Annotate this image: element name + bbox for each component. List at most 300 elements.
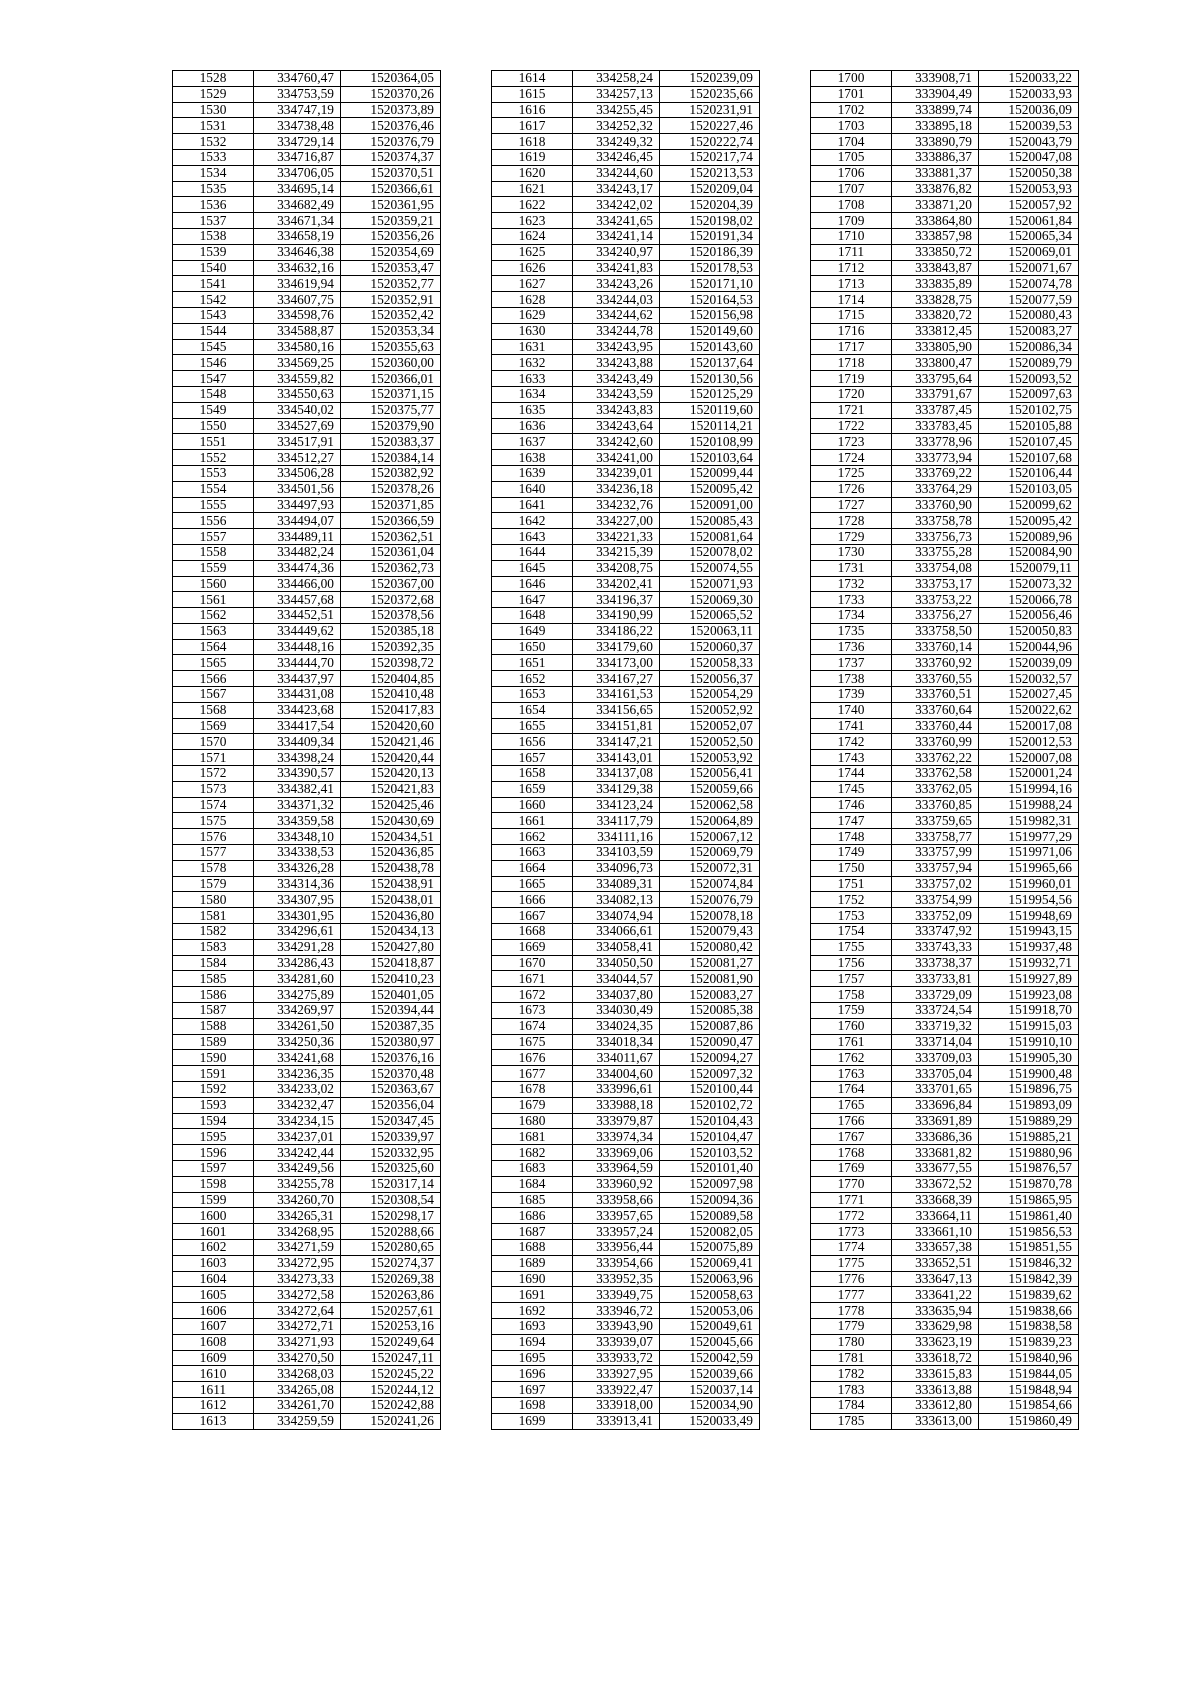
x-coordinate-cell: 334129,38 [573, 781, 660, 797]
y-coordinate-cell: 1520387,35 [341, 1018, 441, 1034]
x-coordinate-cell: 334117,79 [573, 813, 660, 829]
y-coordinate-cell: 1520325,60 [341, 1160, 441, 1176]
table-row [492, 971, 760, 987]
y-coordinate-cell: 1519885,21 [979, 1129, 1079, 1145]
point-number-cell: 1775 [811, 1255, 892, 1271]
point-number-cell: 1547 [173, 371, 254, 387]
y-coordinate-cell: 1520067,12 [660, 829, 760, 845]
y-coordinate-cell: 1520355,63 [341, 339, 441, 355]
y-coordinate-cell: 1520053,06 [660, 1303, 760, 1319]
point-number-cell: 1550 [173, 418, 254, 434]
table-row [811, 829, 1079, 845]
x-coordinate-cell: 334151,81 [573, 718, 660, 734]
point-number-cell: 1714 [811, 292, 892, 308]
table-row [811, 213, 1079, 229]
point-number-cell: 1724 [811, 450, 892, 466]
y-coordinate-cell: 1520353,34 [341, 323, 441, 339]
x-coordinate-cell: 334236,18 [573, 481, 660, 497]
x-coordinate-cell: 334275,89 [254, 987, 341, 1003]
point-number-cell: 1581 [173, 908, 254, 924]
y-coordinate-cell: 1520143,60 [660, 339, 760, 355]
point-number-cell: 1661 [492, 813, 573, 829]
table-row [173, 71, 441, 87]
y-coordinate-cell: 1520104,47 [660, 1129, 760, 1145]
table-row [811, 339, 1079, 355]
table-row [811, 1208, 1079, 1224]
x-coordinate-cell: 334240,97 [573, 244, 660, 260]
y-coordinate-cell: 1520033,22 [979, 71, 1079, 87]
y-coordinate-cell: 1520245,22 [341, 1366, 441, 1382]
point-number-cell: 1610 [173, 1366, 254, 1382]
x-coordinate-cell: 333641,22 [892, 1287, 979, 1303]
x-coordinate-cell: 334444,70 [254, 655, 341, 671]
point-number-cell: 1759 [811, 1003, 892, 1019]
y-coordinate-cell: 1520058,33 [660, 655, 760, 671]
table-row [492, 1287, 760, 1303]
x-coordinate-cell: 334156,65 [573, 702, 660, 718]
y-coordinate-cell: 1519839,23 [979, 1334, 1079, 1350]
x-coordinate-cell: 334111,16 [573, 829, 660, 845]
point-number-cell: 1656 [492, 734, 573, 750]
y-coordinate-cell: 1520361,04 [341, 544, 441, 560]
x-coordinate-cell: 334239,01 [573, 465, 660, 481]
x-coordinate-cell: 333939,07 [573, 1334, 660, 1350]
point-number-cell: 1778 [811, 1303, 892, 1319]
point-number-cell: 1711 [811, 244, 892, 260]
table-row [173, 213, 441, 229]
y-coordinate-cell: 1520073,32 [979, 576, 1079, 592]
y-coordinate-cell: 1520371,15 [341, 386, 441, 402]
y-coordinate-cell: 1520094,27 [660, 1050, 760, 1066]
y-coordinate-cell: 1520420,44 [341, 750, 441, 766]
x-coordinate-cell: 334249,56 [254, 1160, 341, 1176]
table-row [492, 544, 760, 560]
point-number-cell: 1545 [173, 339, 254, 355]
y-coordinate-cell: 1519889,29 [979, 1113, 1079, 1129]
y-coordinate-cell: 1520065,34 [979, 228, 1079, 244]
y-coordinate-cell: 1520438,01 [341, 892, 441, 908]
x-coordinate-cell: 334271,93 [254, 1334, 341, 1350]
x-coordinate-cell: 334234,15 [254, 1113, 341, 1129]
y-coordinate-cell: 1520081,64 [660, 529, 760, 545]
x-coordinate-cell: 334202,41 [573, 576, 660, 592]
table-row [811, 1334, 1079, 1350]
y-coordinate-cell: 1520436,85 [341, 845, 441, 861]
x-coordinate-cell: 334137,08 [573, 766, 660, 782]
table-row [492, 1066, 760, 1082]
point-number-cell: 1641 [492, 497, 573, 513]
point-number-cell: 1651 [492, 655, 573, 671]
x-coordinate-cell: 333613,00 [892, 1413, 979, 1429]
point-number-cell: 1652 [492, 671, 573, 687]
table-row [492, 1145, 760, 1161]
y-coordinate-cell: 1520425,46 [341, 797, 441, 813]
table-row [492, 860, 760, 876]
y-coordinate-cell: 1520107,45 [979, 434, 1079, 450]
y-coordinate-cell: 1520198,02 [660, 213, 760, 229]
y-coordinate-cell: 1520366,59 [341, 513, 441, 529]
x-coordinate-cell: 334243,88 [573, 355, 660, 371]
table-row [492, 529, 760, 545]
table-row [811, 1113, 1079, 1129]
table-row [492, 750, 760, 766]
point-number-cell: 1595 [173, 1129, 254, 1145]
point-number-cell: 1584 [173, 955, 254, 971]
y-coordinate-cell: 1520103,05 [979, 481, 1079, 497]
x-coordinate-cell: 334671,34 [254, 213, 341, 229]
x-coordinate-cell: 334359,58 [254, 813, 341, 829]
table-row [811, 1003, 1079, 1019]
y-coordinate-cell: 1520095,42 [979, 513, 1079, 529]
x-coordinate-cell: 333958,66 [573, 1192, 660, 1208]
table-row [811, 955, 1079, 971]
table-row [492, 513, 760, 529]
point-number-cell: 1548 [173, 386, 254, 402]
y-coordinate-cell: 1520114,21 [660, 418, 760, 434]
table-row [173, 323, 441, 339]
point-number-cell: 1718 [811, 355, 892, 371]
table-row [811, 149, 1079, 165]
y-coordinate-cell: 1520081,90 [660, 971, 760, 987]
y-coordinate-cell: 1520418,87 [341, 955, 441, 971]
point-number-cell: 1692 [492, 1303, 573, 1319]
point-number-cell: 1577 [173, 845, 254, 861]
x-coordinate-cell: 334494,07 [254, 513, 341, 529]
table-row [173, 1224, 441, 1240]
x-coordinate-cell: 334241,00 [573, 450, 660, 466]
point-number-cell: 1540 [173, 260, 254, 276]
point-number-cell: 1777 [811, 1287, 892, 1303]
table-row [811, 355, 1079, 371]
x-coordinate-cell: 333943,90 [573, 1318, 660, 1334]
point-number-cell: 1530 [173, 102, 254, 118]
point-number-cell: 1615 [492, 86, 573, 102]
x-coordinate-cell: 334074,94 [573, 908, 660, 924]
table-row [492, 1160, 760, 1176]
x-coordinate-cell: 334409,34 [254, 734, 341, 750]
table-row [173, 971, 441, 987]
table-row [811, 1097, 1079, 1113]
y-coordinate-cell: 1520209,04 [660, 181, 760, 197]
table-row [811, 276, 1079, 292]
point-number-cell: 1632 [492, 355, 573, 371]
y-coordinate-cell: 1520383,37 [341, 434, 441, 450]
point-number-cell: 1705 [811, 149, 892, 165]
table-row [173, 734, 441, 750]
table-row [492, 734, 760, 750]
point-number-cell: 1673 [492, 1003, 573, 1019]
y-coordinate-cell: 1520089,58 [660, 1208, 760, 1224]
point-number-cell: 1535 [173, 181, 254, 197]
table-row [173, 829, 441, 845]
x-coordinate-cell: 334314,36 [254, 876, 341, 892]
y-coordinate-cell: 1520052,92 [660, 702, 760, 718]
x-coordinate-cell: 333812,45 [892, 323, 979, 339]
table-row [173, 623, 441, 639]
x-coordinate-cell: 334103,59 [573, 845, 660, 861]
y-coordinate-cell: 1520410,48 [341, 687, 441, 703]
point-number-cell: 1785 [811, 1413, 892, 1429]
table-row [811, 371, 1079, 387]
table-row [492, 987, 760, 1003]
table-row [492, 355, 760, 371]
point-number-cell: 1756 [811, 955, 892, 971]
table-row [492, 845, 760, 861]
x-coordinate-cell: 333890,79 [892, 134, 979, 150]
y-coordinate-cell: 1520060,37 [660, 639, 760, 655]
point-number-cell: 1616 [492, 102, 573, 118]
table-body [173, 71, 441, 1430]
table-row [811, 260, 1079, 276]
table-row [811, 560, 1079, 576]
point-number-cell: 1543 [173, 307, 254, 323]
y-coordinate-cell: 1520079,43 [660, 924, 760, 940]
x-coordinate-cell: 333764,29 [892, 481, 979, 497]
x-coordinate-cell: 334244,62 [573, 307, 660, 323]
x-coordinate-cell: 334497,93 [254, 497, 341, 513]
table-row [492, 1192, 760, 1208]
x-coordinate-cell: 333613,88 [892, 1382, 979, 1398]
x-coordinate-cell: 334143,01 [573, 750, 660, 766]
x-coordinate-cell: 334161,53 [573, 687, 660, 703]
y-coordinate-cell: 1520066,78 [979, 592, 1079, 608]
point-number-cell: 1559 [173, 560, 254, 576]
x-coordinate-cell: 334271,59 [254, 1239, 341, 1255]
y-coordinate-cell: 1520074,84 [660, 876, 760, 892]
point-number-cell: 1605 [173, 1287, 254, 1303]
y-coordinate-cell: 1520371,85 [341, 497, 441, 513]
table-row [492, 892, 760, 908]
x-coordinate-cell: 333743,33 [892, 939, 979, 955]
point-number-cell: 1671 [492, 971, 573, 987]
table-row [173, 260, 441, 276]
table-row [811, 971, 1079, 987]
table-row [173, 1176, 441, 1192]
table-row [492, 1034, 760, 1050]
y-coordinate-cell: 1519893,09 [979, 1097, 1079, 1113]
x-coordinate-cell: 333895,18 [892, 118, 979, 134]
y-coordinate-cell: 1520398,72 [341, 655, 441, 671]
x-coordinate-cell: 333760,14 [892, 639, 979, 655]
point-number-cell: 1582 [173, 924, 254, 940]
x-coordinate-cell: 333954,66 [573, 1255, 660, 1271]
table-row [492, 149, 760, 165]
y-coordinate-cell: 1519977,29 [979, 829, 1079, 845]
table-row [173, 671, 441, 687]
x-coordinate-cell: 334265,31 [254, 1208, 341, 1224]
point-number-cell: 1753 [811, 908, 892, 924]
y-coordinate-cell: 1520360,00 [341, 355, 441, 371]
x-coordinate-cell: 334249,32 [573, 134, 660, 150]
y-coordinate-cell: 1520370,26 [341, 86, 441, 102]
y-coordinate-cell: 1520347,45 [341, 1113, 441, 1129]
table-row [811, 434, 1079, 450]
x-coordinate-cell: 333988,18 [573, 1097, 660, 1113]
point-number-cell: 1568 [173, 702, 254, 718]
y-coordinate-cell: 1520363,67 [341, 1082, 441, 1098]
y-coordinate-cell: 1520034,90 [660, 1397, 760, 1413]
x-coordinate-cell: 334448,16 [254, 639, 341, 655]
table-row [811, 118, 1079, 134]
y-coordinate-cell: 1519994,16 [979, 781, 1079, 797]
table-row [811, 1176, 1079, 1192]
point-number-cell: 1665 [492, 876, 573, 892]
x-coordinate-cell: 333773,94 [892, 450, 979, 466]
x-coordinate-cell: 333714,04 [892, 1034, 979, 1050]
point-number-cell: 1776 [811, 1271, 892, 1287]
y-coordinate-cell: 1520434,13 [341, 924, 441, 940]
table-row [173, 687, 441, 703]
table-row [173, 292, 441, 308]
point-number-cell: 1728 [811, 513, 892, 529]
x-coordinate-cell: 333657,38 [892, 1239, 979, 1255]
point-number-cell: 1713 [811, 276, 892, 292]
y-coordinate-cell: 1520332,95 [341, 1145, 441, 1161]
table-row [173, 544, 441, 560]
x-coordinate-cell: 333681,82 [892, 1145, 979, 1161]
point-number-cell: 1762 [811, 1050, 892, 1066]
y-coordinate-cell: 1519982,31 [979, 813, 1079, 829]
x-coordinate-cell: 333615,83 [892, 1366, 979, 1382]
table-row [492, 1082, 760, 1098]
y-coordinate-cell: 1520085,38 [660, 1003, 760, 1019]
y-coordinate-cell: 1519971,06 [979, 845, 1079, 861]
point-number-cell: 1646 [492, 576, 573, 592]
y-coordinate-cell: 1519839,62 [979, 1287, 1079, 1303]
x-coordinate-cell: 333664,11 [892, 1208, 979, 1224]
y-coordinate-cell: 1520253,16 [341, 1318, 441, 1334]
point-number-cell: 1735 [811, 623, 892, 639]
x-coordinate-cell: 333618,72 [892, 1350, 979, 1366]
y-coordinate-cell: 1520130,56 [660, 371, 760, 387]
table-row [492, 1224, 760, 1240]
table-row [811, 1160, 1079, 1176]
x-coordinate-cell: 334326,28 [254, 860, 341, 876]
point-number-cell: 1703 [811, 118, 892, 134]
point-number-cell: 1642 [492, 513, 573, 529]
y-coordinate-cell: 1520033,49 [660, 1413, 760, 1429]
y-coordinate-cell: 1520125,29 [660, 386, 760, 402]
y-coordinate-cell: 1519838,66 [979, 1303, 1079, 1319]
point-number-cell: 1712 [811, 260, 892, 276]
y-coordinate-cell: 1520217,74 [660, 149, 760, 165]
y-coordinate-cell: 1520362,51 [341, 529, 441, 545]
y-coordinate-cell: 1520421,83 [341, 781, 441, 797]
point-number-cell: 1571 [173, 750, 254, 766]
point-number-cell: 1585 [173, 971, 254, 987]
point-number-cell: 1528 [173, 71, 254, 87]
table-row [492, 829, 760, 845]
table-row [173, 165, 441, 181]
y-coordinate-cell: 1520370,48 [341, 1066, 441, 1082]
y-coordinate-cell: 1520095,42 [660, 481, 760, 497]
point-number-cell: 1693 [492, 1318, 573, 1334]
point-number-cell: 1745 [811, 781, 892, 797]
x-coordinate-cell: 333957,24 [573, 1224, 660, 1240]
point-number-cell: 1721 [811, 402, 892, 418]
y-coordinate-cell: 1520036,09 [979, 102, 1079, 118]
y-coordinate-cell: 1520352,42 [341, 307, 441, 323]
y-coordinate-cell: 1520091,00 [660, 497, 760, 513]
table-row [811, 924, 1079, 940]
point-number-cell: 1737 [811, 655, 892, 671]
point-number-cell: 1779 [811, 1318, 892, 1334]
x-coordinate-cell: 334706,05 [254, 165, 341, 181]
x-coordinate-cell: 333754,08 [892, 560, 979, 576]
table-row [492, 292, 760, 308]
table-row [811, 908, 1079, 924]
point-number-cell: 1766 [811, 1113, 892, 1129]
point-number-cell: 1643 [492, 529, 573, 545]
x-coordinate-cell: 333795,64 [892, 371, 979, 387]
table-row [173, 371, 441, 387]
point-number-cell: 1608 [173, 1334, 254, 1350]
point-number-cell: 1570 [173, 734, 254, 750]
y-coordinate-cell: 1520364,05 [341, 71, 441, 87]
y-coordinate-cell: 1520392,35 [341, 639, 441, 655]
x-coordinate-cell: 334398,24 [254, 750, 341, 766]
x-coordinate-cell: 333864,80 [892, 213, 979, 229]
point-number-cell: 1639 [492, 465, 573, 481]
point-number-cell: 1590 [173, 1050, 254, 1066]
x-coordinate-cell: 334272,58 [254, 1287, 341, 1303]
y-coordinate-cell: 1520362,73 [341, 560, 441, 576]
y-coordinate-cell: 1520080,42 [660, 939, 760, 955]
y-coordinate-cell: 1520434,51 [341, 829, 441, 845]
point-number-cell: 1636 [492, 418, 573, 434]
table-row [173, 576, 441, 592]
x-coordinate-cell: 333759,65 [892, 813, 979, 829]
x-coordinate-cell: 333757,94 [892, 860, 979, 876]
y-coordinate-cell: 1520366,01 [341, 371, 441, 387]
y-coordinate-cell: 1520103,64 [660, 450, 760, 466]
table-row [492, 687, 760, 703]
table-row [492, 134, 760, 150]
x-coordinate-cell: 334474,36 [254, 560, 341, 576]
table-row [173, 1271, 441, 1287]
y-coordinate-cell: 1519905,30 [979, 1050, 1079, 1066]
point-number-cell: 1763 [811, 1066, 892, 1082]
table-row [492, 497, 760, 513]
x-coordinate-cell: 334301,95 [254, 908, 341, 924]
point-number-cell: 1600 [173, 1208, 254, 1224]
table-row [173, 608, 441, 624]
point-number-cell: 1699 [492, 1413, 573, 1429]
point-number-cell: 1719 [811, 371, 892, 387]
table-row [811, 86, 1079, 102]
y-coordinate-cell: 1520089,79 [979, 355, 1079, 371]
table-row [173, 197, 441, 213]
y-coordinate-cell: 1520247,11 [341, 1350, 441, 1366]
table-row [173, 118, 441, 134]
y-coordinate-cell: 1520056,41 [660, 766, 760, 782]
x-coordinate-cell: 334716,87 [254, 149, 341, 165]
table-row [492, 797, 760, 813]
y-coordinate-cell: 1519900,48 [979, 1066, 1079, 1082]
x-coordinate-cell: 334190,99 [573, 608, 660, 624]
table-row [492, 876, 760, 892]
table-row [492, 1397, 760, 1413]
point-number-cell: 1567 [173, 687, 254, 703]
y-coordinate-cell: 1520050,83 [979, 623, 1079, 639]
table-row [492, 102, 760, 118]
x-coordinate-cell: 333871,20 [892, 197, 979, 213]
x-coordinate-cell: 334632,16 [254, 260, 341, 276]
y-coordinate-cell: 1520373,89 [341, 102, 441, 118]
coordinates-table-2 [491, 70, 760, 1430]
x-coordinate-cell: 333753,22 [892, 592, 979, 608]
table-row [173, 924, 441, 940]
